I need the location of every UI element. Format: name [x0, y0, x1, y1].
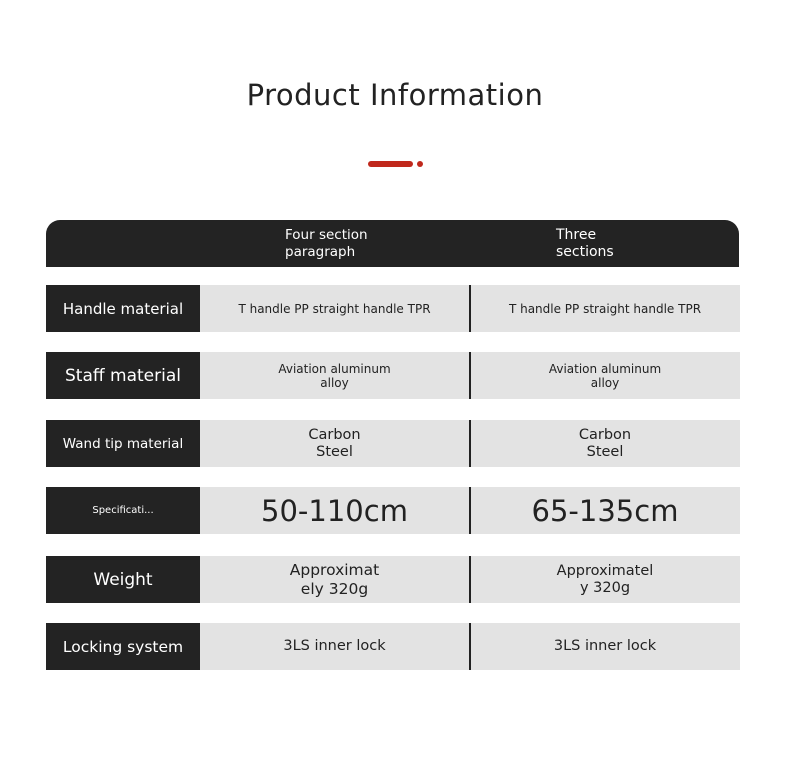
cell-three-sections: T handle PP straight handle TPR [508, 301, 702, 316]
row-values [200, 623, 740, 670]
table-row-staff-material [46, 352, 740, 399]
row-values [200, 285, 740, 332]
accent-dot [417, 161, 423, 167]
column-header-three-sections: Three sections [556, 227, 614, 260]
row-values [200, 352, 740, 399]
cell-three-sections: 65-135cm [531, 493, 679, 528]
row-values [200, 556, 740, 603]
cell-four-section: 50-110cm [261, 493, 408, 528]
row-label: Handle material [46, 285, 200, 332]
cell-four-section: Carbon Steel [308, 426, 361, 460]
cell-three-sections: Approximatel y 320g [556, 562, 654, 596]
cell-four-section: Aviation aluminum alloy [278, 361, 391, 390]
row-label: Locking system [46, 623, 200, 670]
cell-three-sections: 3LS inner lock [553, 638, 657, 654]
table-header [46, 220, 739, 267]
cell-four-section: T handle PP straight handle TPR [238, 301, 431, 316]
table-row-handle-material [46, 285, 740, 332]
column-header-four-section: Four section paragraph [285, 227, 368, 260]
accent-bar [368, 161, 413, 167]
cell-four-section: 3LS inner lock [283, 638, 386, 654]
row-label: Specificati... [46, 487, 200, 534]
row-label: Weight [46, 556, 200, 603]
table-row-wand-tip-material [46, 420, 740, 467]
row-label: Staff material [46, 352, 200, 399]
cell-three-sections: Aviation aluminum alloy [548, 361, 662, 390]
table-row-weight [46, 556, 740, 603]
page-title: Product Information [246, 78, 544, 112]
table-row-specification [46, 487, 740, 534]
cell-three-sections: Carbon Steel [578, 426, 632, 460]
cell-four-section: Approximat ely 320g [289, 560, 380, 598]
row-label: Wand tip material [46, 420, 200, 467]
row-values [200, 420, 740, 467]
table-row-locking-system [46, 623, 740, 670]
row-values [200, 487, 740, 534]
